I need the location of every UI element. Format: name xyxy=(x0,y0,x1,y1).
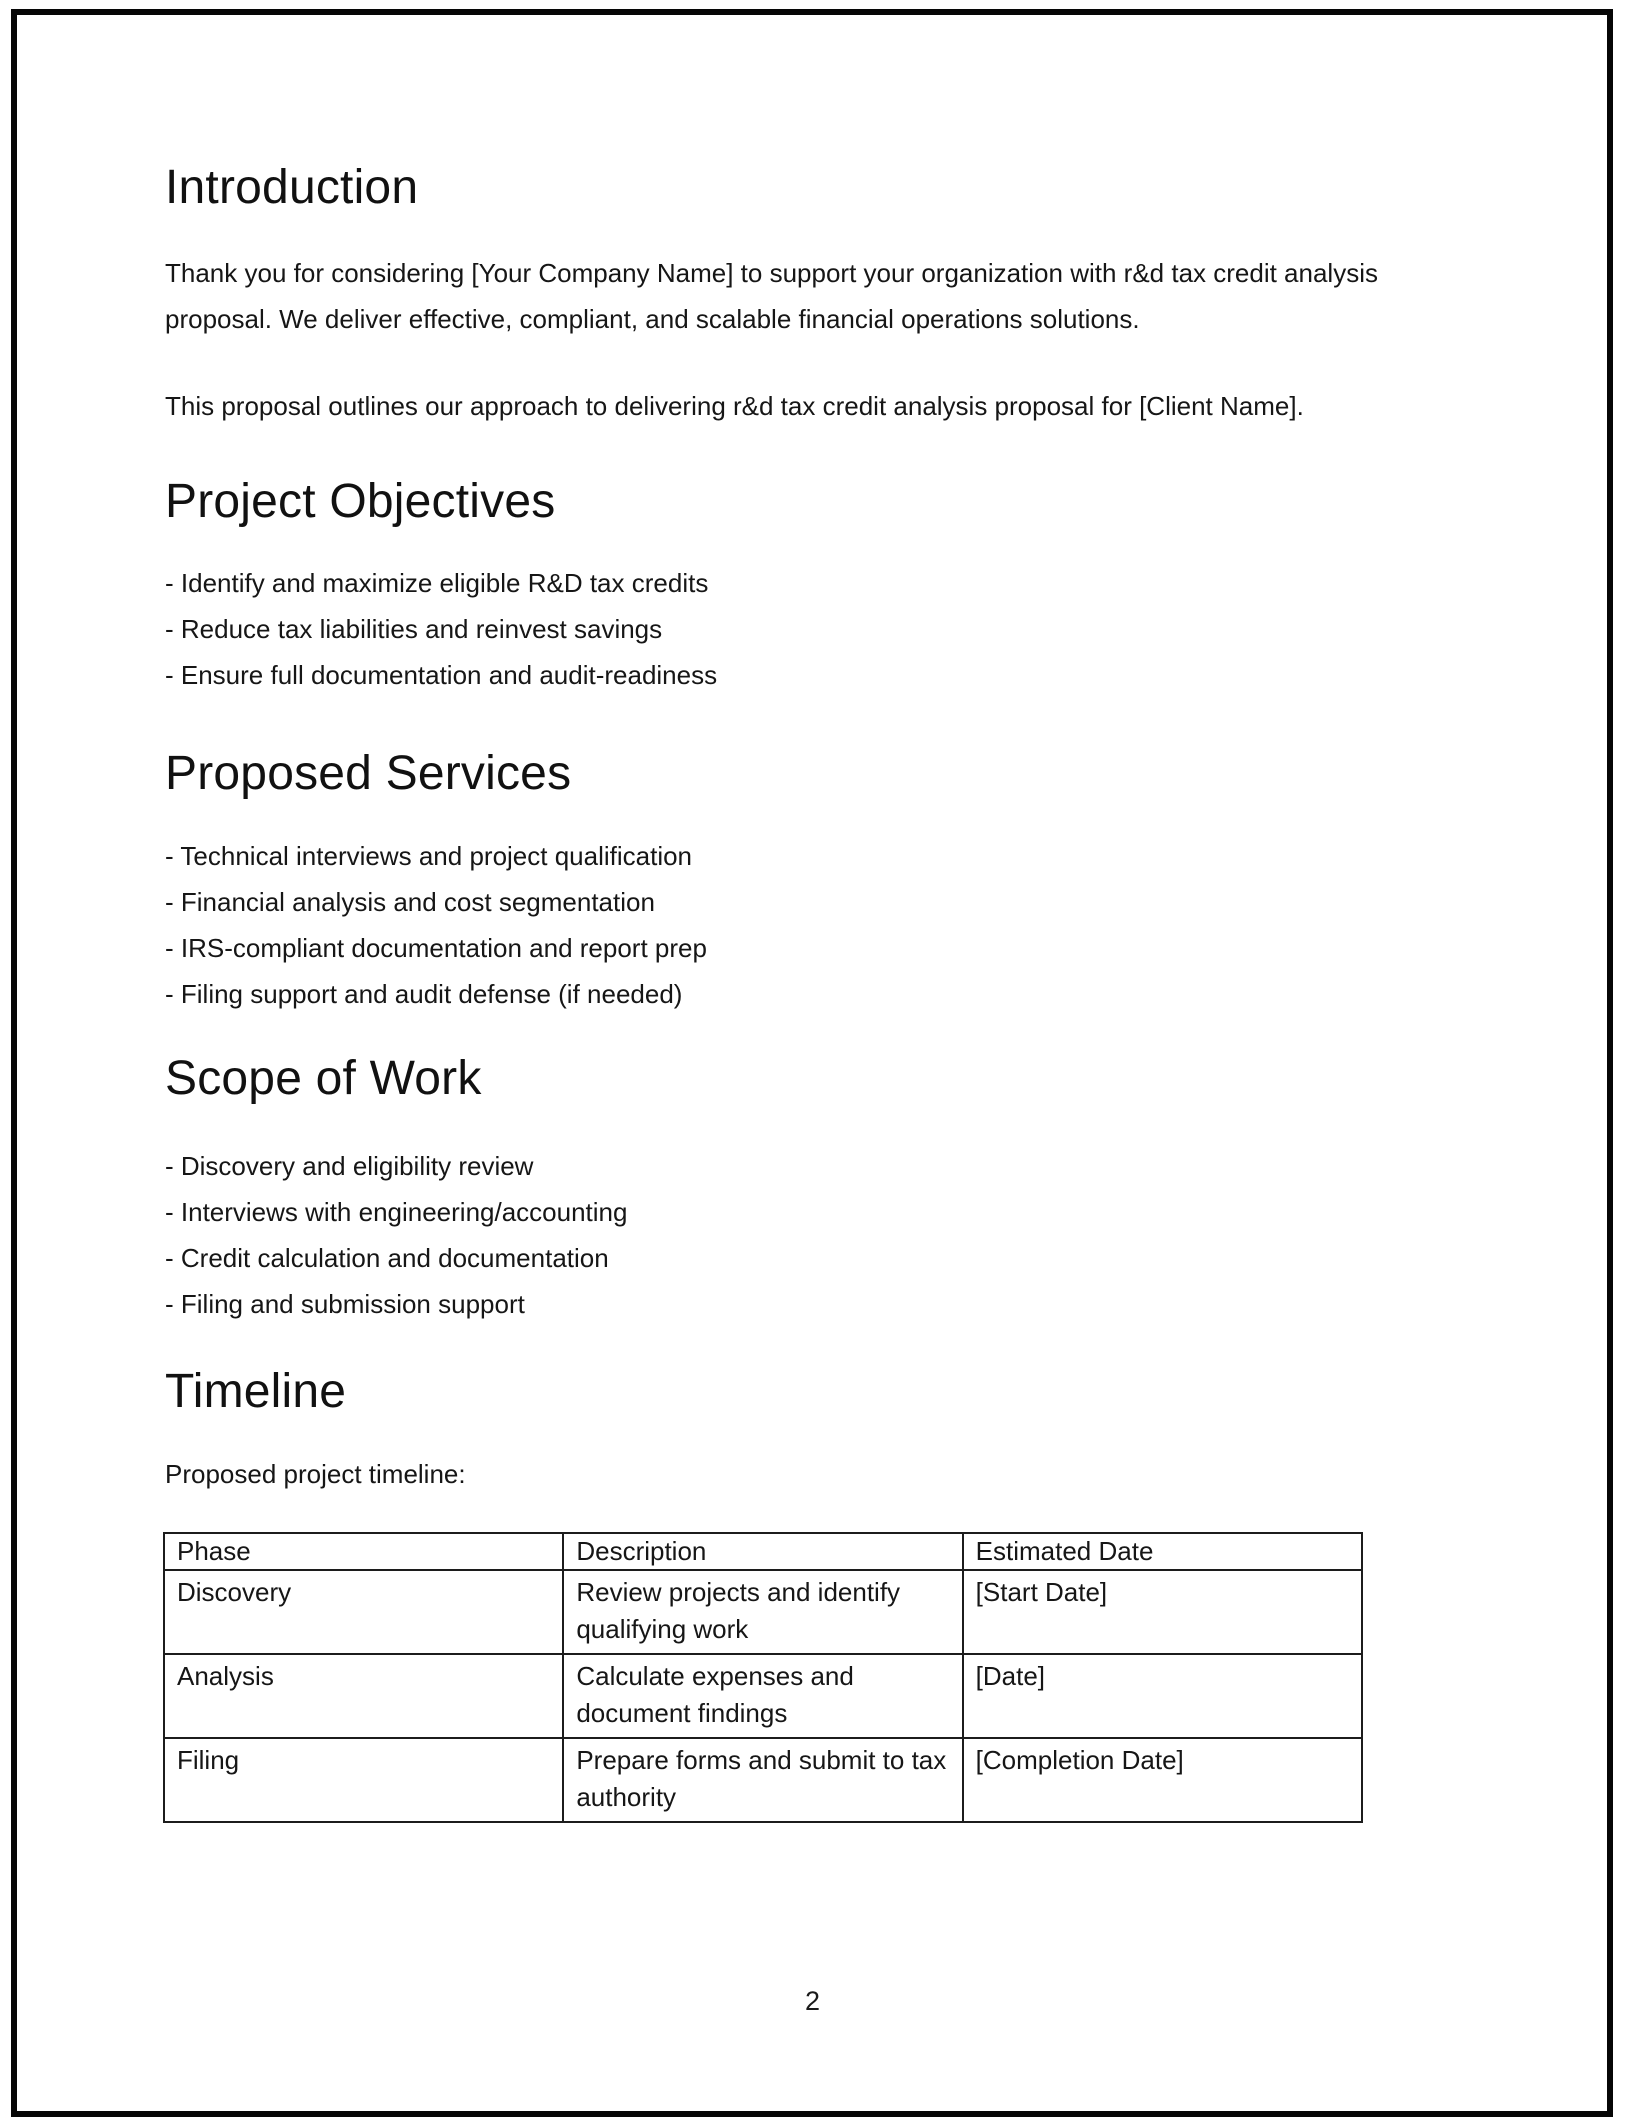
cell-date: [Completion Date] xyxy=(963,1738,1362,1822)
cell-date: [Start Date] xyxy=(963,1570,1362,1654)
timeline-table-header-row xyxy=(164,1533,1362,1570)
cell-description: Calculate expenses and document findings xyxy=(563,1654,962,1738)
table-row xyxy=(164,1570,1362,1654)
service-item: - Financial analysis and cost segmentation xyxy=(165,887,655,917)
service-item: - Filing support and audit defense (if needed) xyxy=(165,979,683,1009)
cell-phase: Discovery xyxy=(164,1570,563,1654)
document-content xyxy=(165,0,1435,1823)
scope-list xyxy=(165,1143,1435,1327)
page-number: 2 xyxy=(804,1986,821,2016)
objective-item: - Identify and maximize eligible R&D tax credits xyxy=(165,568,709,598)
heading-scope-of-work: Scope of Work xyxy=(165,1052,482,1105)
intro-paragraph-2: This proposal outlines our approach to delivering r&d tax credit analysis proposal for [Client Name]. xyxy=(165,391,1304,421)
service-item: - IRS-compliant documentation and report prep xyxy=(165,933,707,963)
heading-timeline: Timeline xyxy=(165,1365,347,1418)
table-header-estimated-date: Estimated Date xyxy=(963,1533,1362,1570)
services-list xyxy=(165,833,1435,1017)
cell-description: Review projects and identify qualifying work xyxy=(563,1570,962,1654)
intro-paragraph-1: Thank you for considering [Your Company Name] to support your organization with r&d tax credit analysis proposal. We deliver effective, compliant, and scalable financial operations solutions. xyxy=(165,258,1378,334)
scope-item: - Credit calculation and documentation xyxy=(165,1243,609,1273)
timeline-table xyxy=(163,1532,1363,1823)
heading-project-objectives: Project Objectives xyxy=(165,475,556,528)
objective-item: - Ensure full documentation and audit-readiness xyxy=(165,660,718,690)
table-row xyxy=(164,1654,1362,1738)
table-header-description: Description xyxy=(563,1533,962,1570)
cell-phase: Analysis xyxy=(164,1654,563,1738)
scope-item: - Discovery and eligibility review xyxy=(165,1151,534,1181)
cell-phase: Filing xyxy=(164,1738,563,1822)
objectives-list xyxy=(165,560,1435,698)
cell-date: [Date] xyxy=(963,1654,1362,1738)
table-header-phase: Phase xyxy=(164,1533,563,1570)
service-item: - Technical interviews and project qualification xyxy=(165,841,693,871)
heading-introduction: Introduction xyxy=(165,161,419,214)
cell-description: Prepare forms and submit to tax authority xyxy=(563,1738,962,1822)
objective-item: - Reduce tax liabilities and reinvest savings xyxy=(165,614,663,644)
table-row xyxy=(164,1738,1362,1822)
timeline-lead-text: Proposed project timeline: xyxy=(165,1459,466,1489)
scope-item: - Interviews with engineering/accounting xyxy=(165,1197,628,1227)
scope-item: - Filing and submission support xyxy=(165,1289,525,1319)
heading-proposed-services: Proposed Services xyxy=(165,747,572,800)
